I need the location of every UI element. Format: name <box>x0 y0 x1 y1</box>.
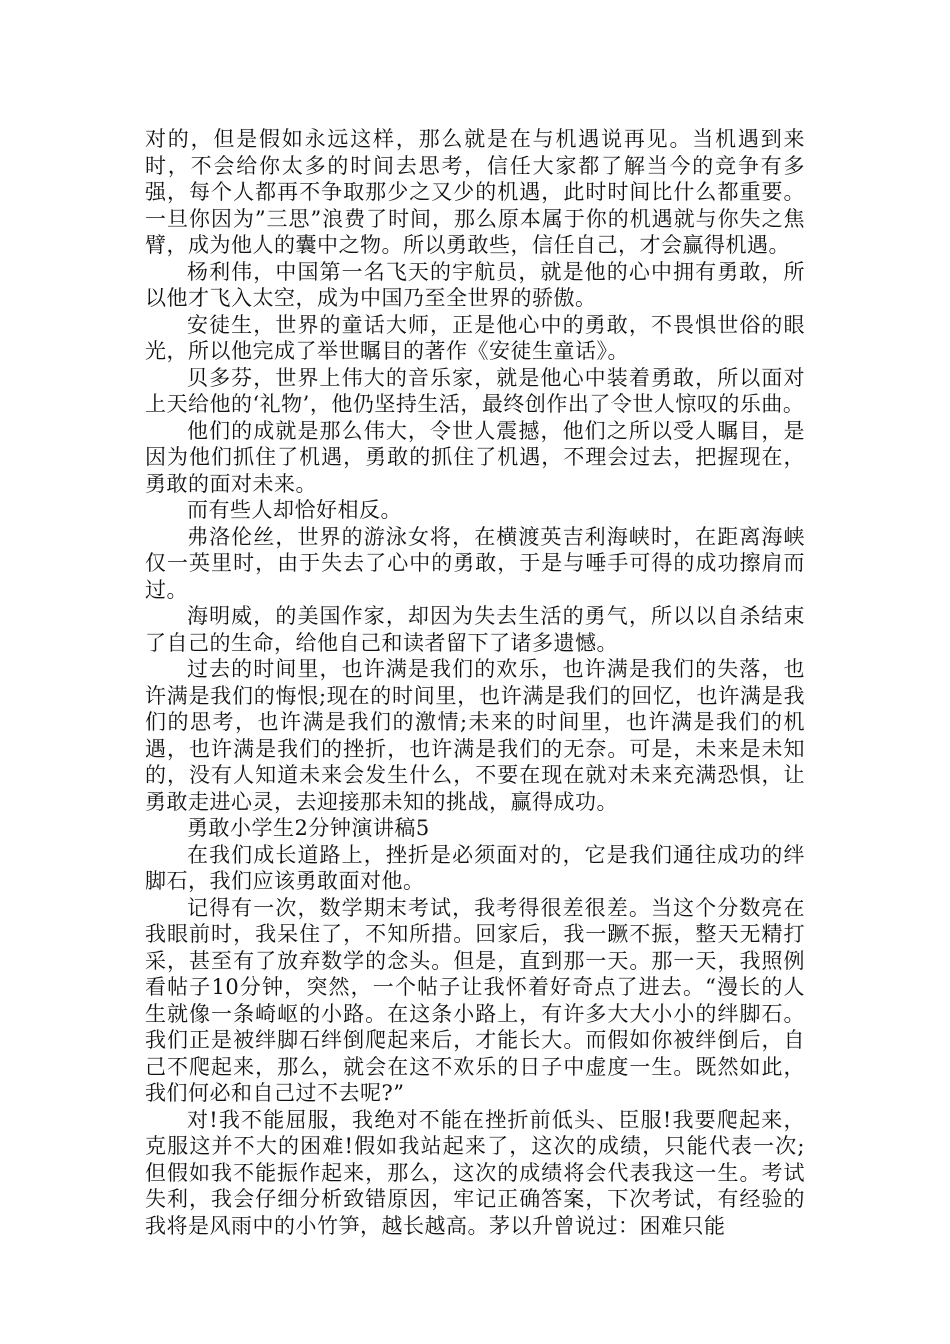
paragraph: 对的，但是假如永远这样，那么就是在与机遇说再见。当机遇到来时，不会给你太多的时间去思考，信任大家都了解当今的竞争有多强，每个人都再不争取那少之又少的机遇，此时时间比什么都重要。一旦你因为”三思”浪费了时间，那么原本属于你的机遇就与你失之焦臂，成为他人的囊中之物。所以勇敢些，信任自己，才会赢得机遇。 <box>145 127 805 257</box>
paragraph: 在我们成长道路上，挫折是必须面对的，它是我们通往成功的绊脚石，我们应该勇敢面对他。 <box>145 842 805 893</box>
paragraph: 记得有一次，数学期末考试，我考得很差很差。当这个分数亮在我眼前时，我呆住了，不知所措。回家后，我一蹶不振，整天无精打采，甚至有了放弃数学的念头。但是，直到那一天。那一天，我照例看帖子10分钟，突然，一个帖子让我怀着好奇点了进去。“漫长的人生就像一条崎岖的小路。在这条小路上，有许多大大小小的绊脚石。我们正是被绊脚石绊倒爬起来后，才能长大。而假如你被绊倒后，自己不爬起来，那么，就会在这不欢乐的日子中虚度一生。既然如此，我们何必和自己过不去呢?” <box>145 895 805 1105</box>
paragraph: 安徒生，世界的童话大师，正是他心中的勇敢，不畏惧世俗的眼光，所以他完成了举世瞩目的著作《安徒生童话》。 <box>145 312 805 363</box>
section-heading: 勇敢小学生2分钟演讲稿5 <box>187 816 430 840</box>
paragraph: 而有些人却恰好相反。 <box>187 498 402 522</box>
paragraph: 杨利伟，中国第一名飞天的宇航员，就是他的心中拥有勇敢，所以他才飞入太空，成为中国乃至全世界的骄傲。 <box>145 259 805 310</box>
paragraph: 对!我不能屈服，我绝对不能在挫折前低头、臣服!我要爬起来，克服这并不大的困难!假如我站起来了，这次的成绩，只能代表一次;但假如我不能振作起来，那么，这次的成绩将会代表我这一生。考试失利，我会仔细分析致错原因，牢记正确答案，下次考试，有经验的我将是风雨中的小竹笋，越长越高。茅以升曾说过：困难只能 <box>145 1107 805 1238</box>
paragraph: 贝多芬，世界上伟大的音乐家，就是他心中装着勇敢，所以面对上天给他的‘礼物’，他仍坚持生活，最终创作出了令世人惊叹的乐曲。 <box>145 365 805 416</box>
paragraph: 过去的时间里，也许满是我们的欢乐，也许满是我们的失落，也许满是我们的悔恨;现在的时间里，也许满是我们的回忆，也许满是我们的思考，也许满是我们的激情;未来的时间里，也许满是我们的机遇，也许满是我们的挫折，也许满是我们的无奈。可是，未来是未知的，没有人知道未来会发生什么，不要在现在就对未来充满恐惧，让勇敢走进心灵，去迎接那未知的挑战，赢得成功。 <box>145 657 805 814</box>
paragraph: 海明威，的美国作家，却因为失去生活的勇气，所以以自杀结束了自己的生命，给他自己和读者留下了诸多遗憾。 <box>145 604 805 655</box>
paragraph: 他们的成就是那么伟大，令世人震撼，他们之所以受人瞩目，是因为他们抓住了机遇，勇敢的抓住了机遇，不理会过去，把握现在，勇敢的面对未来。 <box>145 418 805 496</box>
document-body <box>145 126 805 1239</box>
paragraph: 弗洛伦丝，世界的游泳女将，在横渡英吉利海峡时，在距离海峡仅一英里时，由于失去了心中的勇敢，于是与唾手可得的成功擦肩而过。 <box>145 524 805 602</box>
